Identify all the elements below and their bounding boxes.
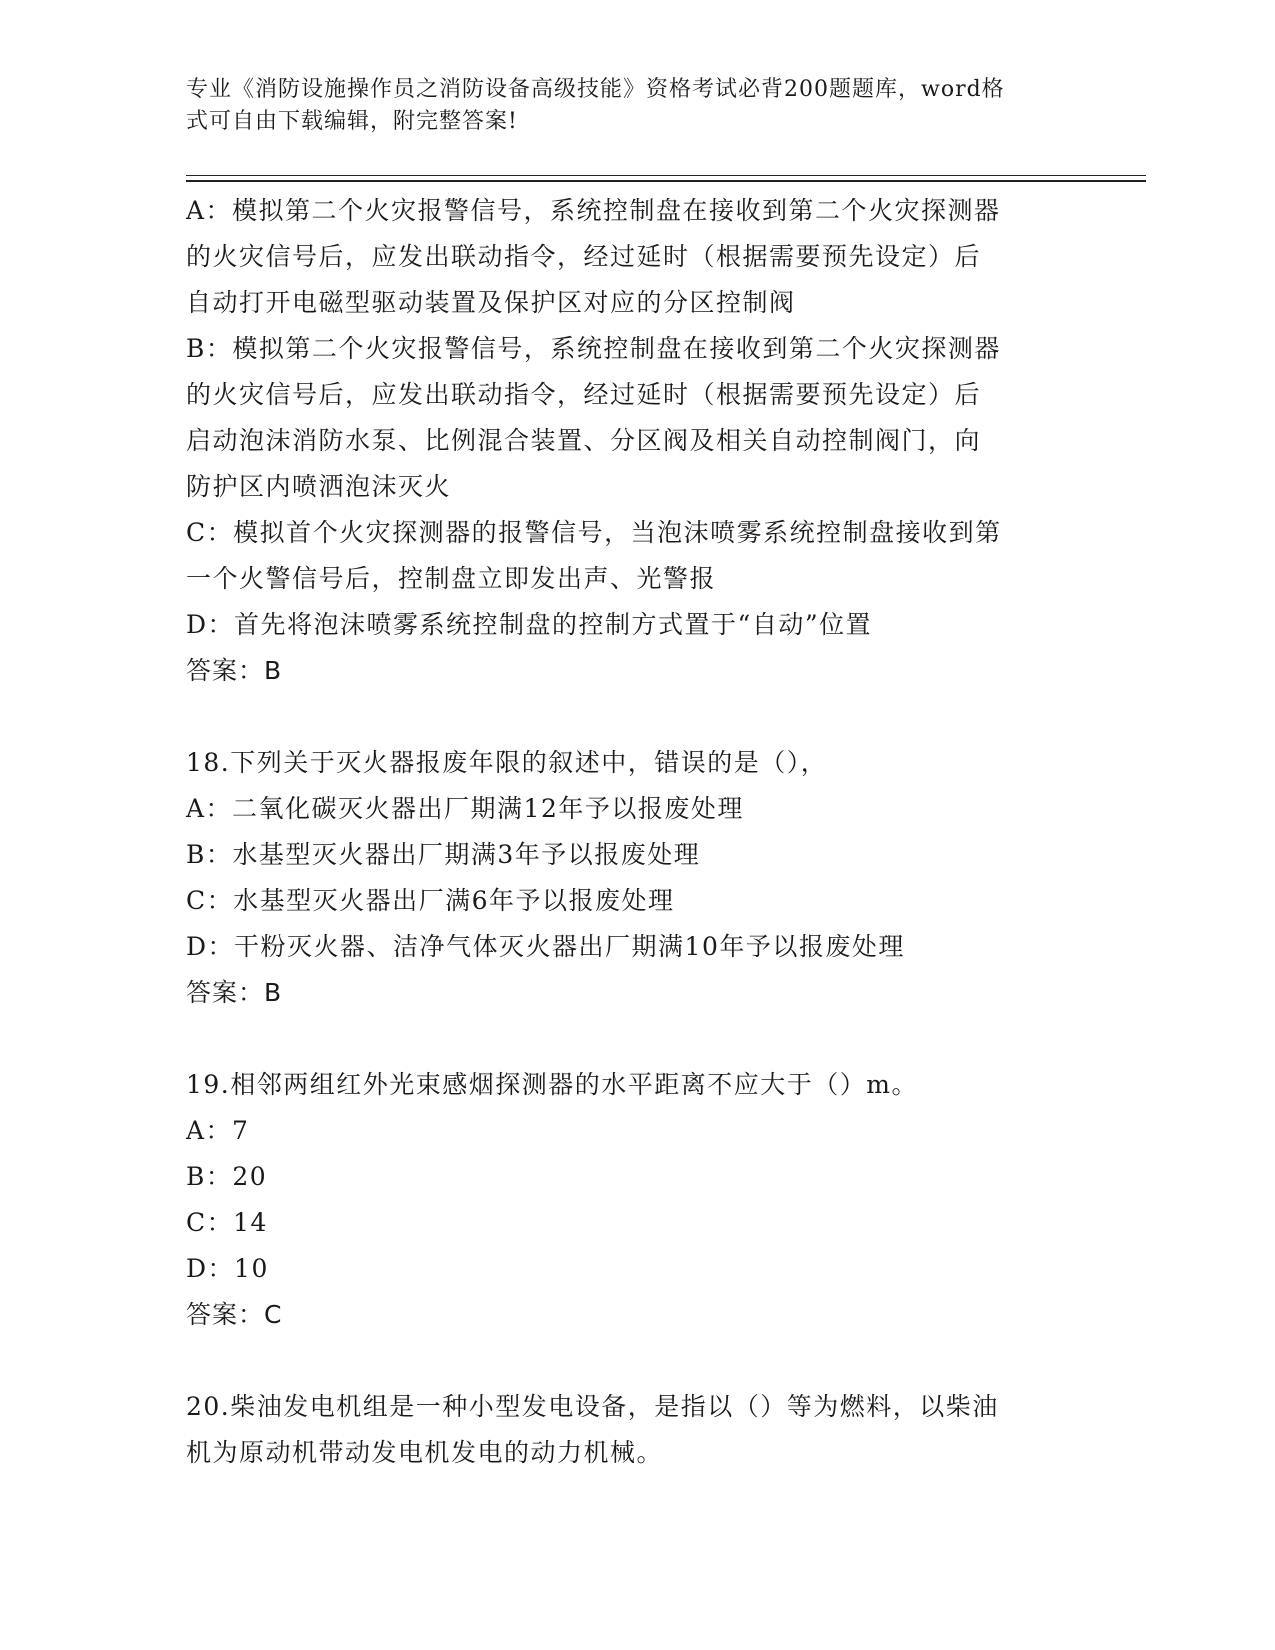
spacer (186, 694, 1066, 740)
q17-option-a-line-1: A：模拟第二个火灾报警信号，系统控制盘在接收到第二个火灾探测器 (186, 196, 1001, 225)
q19-stem: 19.相邻两组红外光束感烟探测器的水平距离不应大于（）m。 (186, 1070, 918, 1099)
q17-option-c-line-1: C：模拟首个火灾探测器的报警信号，当泡沫喷雾系统控制盘接收到第 (186, 518, 1002, 547)
q18-option-c: C：水基型灭火器出厂满6年予以报废处理 (186, 886, 675, 915)
q17-option-b-line-4: 防护区内喷洒泡沫灭火 (186, 472, 452, 501)
q17-option-b-line-1: B：模拟第二个火灾报警信号，系统控制盘在接收到第二个火灾探测器 (186, 334, 1001, 363)
q19-option-a: A：7 (186, 1116, 250, 1145)
q19-option-d: D：10 (186, 1254, 269, 1283)
q17-option-a-line-3: 自动打开电磁型驱动装置及保护区对应的分区控制阀 (186, 288, 796, 317)
q17-option-b-line-2: 的火灾信号后，应发出联动指令，经过延时（根据需要预先设定）后 (186, 380, 982, 409)
header-divider-thin (186, 175, 1146, 176)
q19-answer: 答案：C (186, 1300, 283, 1329)
q19-option-c: C：14 (186, 1208, 268, 1237)
q17-answer: 答案：B (186, 656, 283, 685)
header-line-1: 专业《消防设施操作员之消防设备高级技能》资格考试必背200题题库，word格 (186, 77, 1005, 102)
q20-stem-line-2: 机为原动机带动发电机发电的动力机械。 (186, 1438, 664, 1467)
q19-option-b: B：20 (186, 1162, 268, 1191)
header-line-2: 式可自由下载编辑，附完整答案! (186, 109, 518, 134)
document-header (186, 74, 1066, 138)
q17-option-a-line-2: 的火灾信号后，应发出联动指令，经过延时（根据需要预先设定）后 (186, 242, 982, 271)
q17-option-d: D：首先将泡沫喷雾系统控制盘的控制方式置于“自动”位置 (186, 610, 873, 639)
header-divider-thick (186, 180, 1146, 182)
q18-option-d: D：干粉灭火器、洁净气体灭火器出厂期满10年予以报废处理 (186, 932, 905, 961)
question-content (186, 188, 1066, 1476)
q18-answer: 答案：B (186, 978, 283, 1007)
q18-option-a: A：二氧化碳灭火器出厂期满12年予以报废处理 (186, 794, 744, 823)
q17-option-b-line-3: 启动泡沫消防水泵、比例混合装置、分区阀及相关自动控制阀门，向 (186, 426, 982, 455)
spacer (186, 1016, 1066, 1062)
spacer (186, 1338, 1066, 1384)
q18-stem: 18.下列关于灭火器报废年限的叙述中，错误的是（）， (186, 748, 828, 777)
q17-option-c-line-2: 一个火警信号后，控制盘立即发出声、光警报 (186, 564, 717, 593)
q20-stem-line-1: 20.柴油发电机组是一种小型发电设备，是指以（）等为燃料，以柴油 (186, 1392, 999, 1421)
q18-option-b: B：水基型灭火器出厂期满3年予以报废处理 (186, 840, 701, 869)
